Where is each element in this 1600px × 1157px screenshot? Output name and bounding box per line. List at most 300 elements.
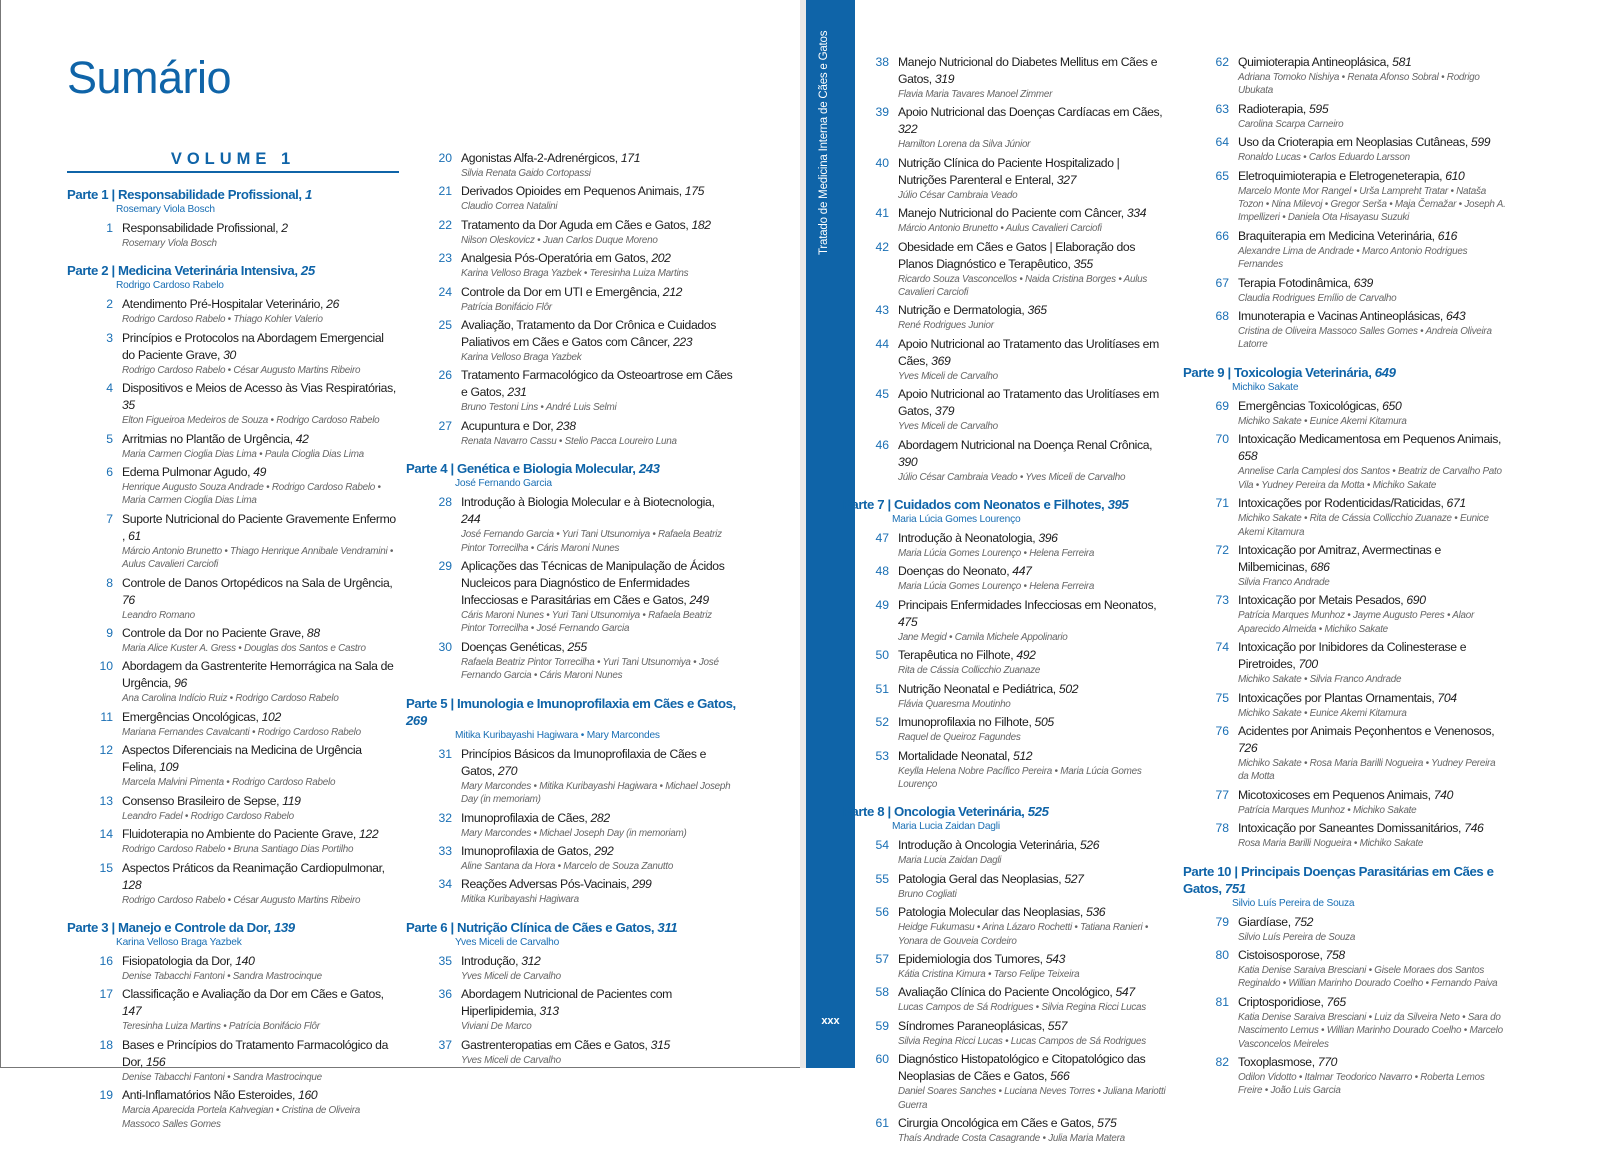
toc-chapter[interactable] bbox=[406, 250, 736, 280]
chapter-title-text: Avaliação Clínica do Paciente Oncológico, bbox=[898, 985, 1113, 1000]
part-title[interactable] bbox=[67, 186, 397, 203]
toc-chapter[interactable] bbox=[843, 681, 1168, 711]
toc-column-right-2 bbox=[1183, 51, 1508, 1110]
toc-chapter[interactable] bbox=[406, 217, 736, 247]
part-title[interactable] bbox=[406, 695, 736, 729]
chapter-number: 15 bbox=[99, 860, 113, 875]
chapter-number: 13 bbox=[99, 793, 113, 808]
chapter-number: 9 bbox=[106, 626, 113, 641]
chapter-title bbox=[1238, 787, 1508, 804]
chapter-title-text: Apoio Nutricional ao Tratamento das Urolitíases em Cães, bbox=[898, 336, 1159, 368]
chapter-title bbox=[1238, 275, 1508, 292]
chapter-authors: Karina Velloso Braga Yazbek • Teresinha Luiza Martins bbox=[461, 268, 689, 280]
chapter-title-text: Apoio Nutricional ao Tratamento das Urolitíases em Gatos, bbox=[898, 387, 1159, 419]
toc-chapter[interactable] bbox=[843, 155, 1168, 202]
part-title[interactable] bbox=[1183, 364, 1508, 381]
chapter-title bbox=[898, 336, 1168, 370]
chapter-number: 58 bbox=[875, 985, 889, 1000]
chapter-title bbox=[122, 742, 397, 776]
chapter-authors: Cáris Maroni Nunes • Yuri Tani Utsunomiya • Rafaela Beatriz Pintor Torrecilha • José Fernando Garcia bbox=[461, 610, 712, 635]
chapter-authors: Leandro Romano bbox=[122, 609, 195, 621]
chapter-authors: Adriana Tomoko Nishiya • Renata Afonso Sobral • Rodrigo Ubukata bbox=[1238, 72, 1480, 97]
toc-chapter[interactable] bbox=[1183, 1054, 1508, 1098]
chapter-title bbox=[898, 1051, 1168, 1085]
toc-chapter[interactable] bbox=[843, 837, 1168, 867]
chapter-authors: Leandro Fadel • Rodrigo Cardoso Rabelo bbox=[122, 810, 294, 822]
chapter-title-text: Abordagem da Gastrenterite Hemorrágica na Sala de Urgência, bbox=[122, 659, 394, 691]
chapter-page-number: 686 bbox=[1310, 559, 1330, 574]
chapter-page-number: 650 bbox=[1382, 398, 1402, 413]
chapter-title bbox=[461, 418, 736, 435]
chapter-authors: Aline Santana da Hora • Marcelo de Souza Zanutto bbox=[461, 860, 674, 872]
toc-chapter[interactable] bbox=[843, 302, 1168, 332]
toc-chapter[interactable] bbox=[406, 494, 736, 555]
chapter-title-text: Consenso Brasileiro de Sepse, bbox=[122, 793, 280, 808]
chapter-title bbox=[122, 511, 397, 545]
chapter-title bbox=[1238, 431, 1508, 465]
chapter-authors: Jane Megid • Camila Michele Appolinario bbox=[898, 631, 1068, 643]
toc-chapter[interactable] bbox=[67, 575, 397, 622]
toc-column-right-1 bbox=[843, 51, 1168, 1157]
toc-chapter[interactable] bbox=[843, 104, 1168, 151]
chapter-number: 40 bbox=[875, 155, 889, 170]
chapter-page-number: 312 bbox=[521, 953, 541, 968]
toc-chapter[interactable] bbox=[67, 1087, 397, 1131]
chapter-authors: Silvia Franco Andrade bbox=[1238, 576, 1330, 588]
chapter-title-text: Imunoterapia e Vacinas Antineoplásicas, bbox=[1238, 309, 1443, 324]
chapter-title-text: Fluidoterapia no Ambiente do Paciente Grave, bbox=[122, 827, 356, 842]
chapter-title-text: Principais Enfermidades Infecciosas em Neonatos, bbox=[898, 597, 1157, 612]
chapter-title bbox=[461, 150, 736, 167]
chapter-page-number: 658 bbox=[1238, 449, 1258, 464]
part-page-number: 25 bbox=[300, 263, 315, 279]
toc-chapter[interactable] bbox=[843, 205, 1168, 235]
toc-chapter[interactable] bbox=[1183, 592, 1508, 636]
toc-chapter[interactable] bbox=[843, 714, 1168, 744]
toc-column-left-1 bbox=[67, 186, 397, 1143]
toc-chapter[interactable] bbox=[406, 284, 736, 314]
chapter-page-number: 182 bbox=[691, 217, 711, 232]
part-label: Parte 9 | Toxicologia Veterinária, bbox=[1183, 364, 1372, 380]
toc-chapter[interactable] bbox=[843, 437, 1168, 484]
chapter-title bbox=[461, 876, 736, 893]
part-title[interactable] bbox=[406, 460, 736, 477]
toc-chapter[interactable] bbox=[1183, 228, 1508, 272]
toc-part bbox=[67, 186, 397, 250]
chapter-page-number: 505 bbox=[1034, 715, 1054, 730]
chapter-page-number: 327 bbox=[1056, 172, 1077, 187]
chapter-page-number: 156 bbox=[146, 1054, 166, 1069]
chapter-authors: Thaís Andrade Costa Casagrande • Julia Maria Matera bbox=[898, 1132, 1125, 1144]
toc-chapter[interactable] bbox=[1183, 787, 1508, 817]
toc-chapter[interactable] bbox=[1183, 820, 1508, 850]
chapter-number: 80 bbox=[1215, 947, 1229, 962]
chapter-authors: Silvia Regina Ricci Lucas • Lucas Campos de Sá Rodrigues bbox=[898, 1035, 1146, 1047]
chapter-page-number: 292 bbox=[594, 843, 614, 858]
chapter-page-number: 30 bbox=[223, 347, 236, 362]
chapter-title bbox=[1238, 54, 1508, 71]
toc-part bbox=[67, 919, 397, 1131]
toc-chapter[interactable] bbox=[67, 431, 397, 461]
chapter-title-text: Diagnóstico Histopatológico e Citopatológico das Neoplasias de Cães e Gatos, bbox=[898, 1052, 1146, 1084]
toc-chapter[interactable] bbox=[843, 1115, 1168, 1145]
chapter-page-number: 244 bbox=[461, 512, 481, 527]
chapter-number: 36 bbox=[438, 987, 452, 1002]
chapter-title-text: Acupuntura e Dor, bbox=[461, 418, 554, 433]
chapter-page-number: 390 bbox=[898, 454, 918, 469]
chapter-authors: Rafaela Beatriz Pintor Torrecilha • Yuri Tani Utsunomiya • José Fernando Garcia • Cáris Maroni Nunes bbox=[461, 656, 719, 682]
toc-chapter[interactable] bbox=[843, 647, 1168, 677]
chapter-page-number: 557 bbox=[1047, 1018, 1068, 1033]
toc-chapter[interactable] bbox=[67, 220, 397, 250]
chapter-title bbox=[461, 284, 736, 301]
toc-chapter[interactable] bbox=[406, 746, 736, 807]
chapter-authors: Claudio Correa Natalini bbox=[461, 201, 558, 213]
part-page-number: 1 bbox=[304, 187, 312, 202]
chapter-title-text: Terapia Fotodinâmica, bbox=[1238, 275, 1351, 290]
chapter-number: 29 bbox=[438, 559, 452, 574]
chapter-page-number: 334 bbox=[1126, 206, 1147, 221]
toc-chapter[interactable] bbox=[843, 748, 1168, 792]
toc-chapter[interactable] bbox=[67, 296, 397, 326]
toc-chapter[interactable] bbox=[406, 150, 736, 180]
chapter-number: 27 bbox=[438, 418, 452, 433]
toc-chapter[interactable] bbox=[406, 1037, 736, 1067]
chapter-authors: Flavia Maria Tavares Manoel Zimmer bbox=[898, 89, 1053, 100]
chapter-number: 81 bbox=[1215, 994, 1229, 1009]
toc-chapter[interactable] bbox=[67, 464, 397, 508]
chapter-number: 21 bbox=[438, 184, 452, 199]
toc-chapter[interactable] bbox=[406, 317, 736, 364]
chapter-authors: Bruno Testoni Lins • André Luis Selmi bbox=[461, 402, 617, 414]
toc-part bbox=[1183, 364, 1508, 851]
chapter-title bbox=[898, 681, 1168, 698]
chapter-title-text: Nutrição Clínica do Paciente Hospitalizado | Nutrições Parenteral e Enteral, bbox=[898, 155, 1120, 187]
chapter-authors: Márcio Antonio Brunetto • Thiago Henrique Annibale Vendramini • Aulus Cavalieri Carciofi bbox=[122, 545, 394, 571]
chapter-authors: Ana Carolina Indício Ruiz • Rodrigo Cardoso Rabelo bbox=[122, 693, 339, 705]
chapter-authors: Michiko Sakate • Eunice Akemi Kitamura bbox=[1238, 415, 1407, 427]
toc-chapter[interactable] bbox=[1183, 308, 1508, 352]
chapter-authors: Yves Miceli de Carvalho bbox=[461, 970, 561, 982]
toc-chapter[interactable] bbox=[843, 54, 1168, 101]
toc-chapter[interactable] bbox=[406, 986, 736, 1033]
chapter-title-text: Patologia Geral das Neoplasias, bbox=[898, 871, 1062, 886]
toc-chapter[interactable] bbox=[67, 793, 397, 823]
toc-chapter[interactable] bbox=[67, 330, 397, 377]
chapter-title-text: Uso da Crioterapia em Neoplasias Cutâneas, bbox=[1238, 135, 1468, 150]
chapter-title-text: Eletroquimioterapia e Eletrogeneterapia, bbox=[1238, 168, 1443, 183]
chapter-page-number: 527 bbox=[1064, 871, 1084, 886]
part-page-number: 243 bbox=[638, 461, 660, 477]
chapter-title-text: Reações Adversas Pós-Vacinais, bbox=[461, 877, 630, 892]
chapter-title bbox=[1238, 228, 1508, 245]
chapter-page-number: 512 bbox=[1012, 748, 1033, 763]
toc-chapter[interactable] bbox=[1183, 275, 1508, 305]
chapter-title-text: Doenças do Neonato, bbox=[898, 564, 1010, 579]
chapter-number: 31 bbox=[438, 746, 452, 761]
toc-chapter[interactable] bbox=[1183, 168, 1508, 225]
toc-chapter[interactable] bbox=[1183, 398, 1508, 428]
toc-part bbox=[406, 919, 736, 1067]
chapter-page-number: 299 bbox=[632, 877, 652, 892]
chapter-title-text: Síndromes Paraneoplásicas, bbox=[898, 1018, 1045, 1033]
chapter-title-text: Epidemiologia dos Tumores, bbox=[898, 951, 1043, 966]
toc-chapter[interactable] bbox=[67, 1037, 397, 1084]
chapter-title bbox=[122, 826, 397, 843]
part-title[interactable] bbox=[843, 803, 1168, 820]
chapter-authors: René Rodrigues Junior bbox=[898, 320, 994, 332]
toc-chapter[interactable] bbox=[67, 709, 397, 739]
chapter-page-number: 595 bbox=[1309, 101, 1329, 116]
chapter-page-number: 581 bbox=[1392, 55, 1412, 69]
chapter-title bbox=[122, 575, 397, 609]
chapter-title-text: Aspectos Diferenciais na Medicina de Urgência Felina, bbox=[122, 743, 362, 775]
chapter-title bbox=[461, 250, 736, 267]
chapter-title bbox=[898, 647, 1168, 664]
chapter-title bbox=[461, 1037, 736, 1054]
chapter-number: 70 bbox=[1215, 432, 1229, 447]
volume-heading: VOLUME 1 bbox=[67, 150, 399, 173]
chapter-title-text: Manejo Nutricional do Diabetes Mellitus em Cães e Gatos, bbox=[898, 55, 1158, 86]
toc-chapter[interactable] bbox=[843, 530, 1168, 560]
toc-chapter[interactable] bbox=[1183, 101, 1508, 131]
toc-chapter[interactable] bbox=[1183, 690, 1508, 720]
chapter-authors: Elton Figueiroa Medeiros de Souza • Rodrigo Cardoso Rabelo bbox=[122, 415, 380, 427]
chapter-title bbox=[1238, 308, 1508, 325]
chapter-number: 30 bbox=[438, 639, 452, 654]
part-page-number: 269 bbox=[406, 712, 427, 728]
toc-chapter[interactable] bbox=[406, 843, 736, 873]
chapter-title bbox=[122, 860, 397, 894]
toc-chapter[interactable] bbox=[67, 625, 397, 655]
chapter-title bbox=[122, 330, 397, 364]
chapter-title-text: Radioterapia, bbox=[1238, 101, 1306, 116]
chapter-page-number: 616 bbox=[1437, 228, 1458, 243]
toc-chapter[interactable] bbox=[67, 826, 397, 856]
toc-chapter[interactable] bbox=[843, 951, 1168, 981]
part-label: Parte 6 | Nutrição Clínica de Cães e Gatos, bbox=[406, 919, 655, 935]
chapter-title-text: Criptosporidiose, bbox=[1238, 994, 1324, 1009]
chapter-page-number: 322 bbox=[898, 122, 918, 137]
chapter-title bbox=[898, 437, 1168, 471]
chapter-number: 12 bbox=[99, 743, 113, 758]
chapter-number: 82 bbox=[1215, 1055, 1229, 1069]
chapter-title-text: Responsabilidade Profissional, bbox=[122, 221, 279, 235]
chapter-number: 71 bbox=[1215, 496, 1229, 511]
chapter-page-number: 746 bbox=[1464, 821, 1484, 836]
toc-chapter[interactable] bbox=[843, 1051, 1168, 1112]
chapter-page-number: 752 bbox=[1293, 914, 1314, 929]
chapter-number: 66 bbox=[1215, 228, 1229, 243]
toc-chapter[interactable] bbox=[1183, 134, 1508, 164]
chapter-title bbox=[1238, 690, 1508, 707]
chapter-page-number: 249 bbox=[689, 593, 709, 608]
chapter-title-text: Edema Pulmonar Agudo, bbox=[122, 465, 251, 480]
chapter-page-number: 447 bbox=[1012, 564, 1032, 579]
toc-chapter[interactable] bbox=[1183, 639, 1508, 686]
chapter-title bbox=[461, 746, 736, 780]
chapter-page-number: 96 bbox=[174, 676, 187, 691]
chapter-page-number: 643 bbox=[1446, 309, 1466, 324]
chapter-authors: Marcela Malvini Pimenta • Rodrigo Cardoso Rabelo bbox=[122, 777, 336, 789]
part-title[interactable] bbox=[843, 496, 1168, 513]
chapter-title bbox=[122, 709, 397, 726]
chapter-authors: Mary Marcondes • Michael Joseph Day (in memoriam) bbox=[461, 827, 687, 839]
chapter-number: 60 bbox=[875, 1052, 889, 1067]
toc-chapter[interactable] bbox=[1183, 994, 1508, 1051]
part-title[interactable] bbox=[1183, 863, 1508, 897]
toc-chapter[interactable] bbox=[406, 953, 736, 983]
part-title[interactable] bbox=[67, 262, 397, 279]
chapter-number: 28 bbox=[438, 495, 452, 510]
chapter-page-number: 238 bbox=[556, 418, 576, 433]
toc-chapter[interactable] bbox=[67, 742, 397, 789]
toc-chapter[interactable] bbox=[406, 876, 736, 906]
chapter-authors: Rosemary Viola Bosch bbox=[122, 238, 217, 249]
toc-chapter[interactable] bbox=[843, 239, 1168, 300]
chapter-title bbox=[122, 658, 397, 692]
toc-chapter[interactable] bbox=[843, 984, 1168, 1014]
chapter-title-text: Manejo Nutricional do Paciente com Câncer, bbox=[898, 206, 1124, 221]
chapter-number: 24 bbox=[438, 284, 452, 299]
chapter-title bbox=[898, 530, 1168, 547]
part-title[interactable] bbox=[406, 919, 736, 936]
part-title[interactable] bbox=[67, 919, 397, 936]
chapter-number: 61 bbox=[875, 1115, 889, 1130]
toc-chapter[interactable] bbox=[67, 511, 397, 572]
toc-chapter[interactable] bbox=[1183, 431, 1508, 492]
chapter-title-text: Braquiterapia em Medicina Veterinária, bbox=[1238, 228, 1435, 243]
part-editor: José Fernando Garcia bbox=[455, 478, 552, 490]
toc-chapter[interactable] bbox=[843, 563, 1168, 593]
chapter-page-number: 2 bbox=[281, 221, 288, 235]
chapter-authors: Michiko Sakate • Rita de Cássia Collicchio Zuanaze • Eunice Akemi Kitamura bbox=[1238, 513, 1489, 538]
toc-chapter[interactable] bbox=[843, 871, 1168, 901]
chapter-number: 32 bbox=[438, 810, 452, 825]
toc-chapter[interactable] bbox=[67, 953, 397, 983]
chapter-number: 54 bbox=[875, 838, 889, 853]
chapter-title-text: Nutrição Neonatal e Pediátrica, bbox=[898, 681, 1056, 696]
chapter-authors: Mariana Fernandes Cavalcanti • Rodrigo Cardoso Rabelo bbox=[122, 726, 361, 738]
chapter-title bbox=[461, 810, 736, 827]
chapter-title-text: Introdução, bbox=[461, 953, 519, 968]
toc-chapter[interactable] bbox=[406, 367, 736, 414]
chapter-title bbox=[1238, 914, 1508, 931]
toc-chapter[interactable] bbox=[843, 597, 1168, 644]
chapter-number: 52 bbox=[875, 715, 889, 730]
toc-chapter[interactable] bbox=[1183, 542, 1508, 589]
chapter-authors: Patrícia Marques Munhoz • Michiko Sakate bbox=[1238, 804, 1417, 816]
chapter-authors: Yves Miceli de Carvalho bbox=[461, 1054, 561, 1066]
chapter-authors: Heidge Fukumasu • Arina Lázaro Rochetti • Tatiana Ranieri • Yonara de Gouveia Cordeiro bbox=[898, 922, 1149, 947]
chapter-title bbox=[122, 793, 397, 810]
chapter-authors: Júlio César Cambraia Veado bbox=[898, 189, 1018, 201]
chapter-title bbox=[461, 843, 736, 860]
chapter-authors: Alexandre Lima de Andrade • Marco Antonio Rodrigues Fernandes bbox=[1238, 245, 1468, 271]
toc-chapter[interactable] bbox=[843, 336, 1168, 383]
chapter-page-number: 175 bbox=[684, 184, 705, 199]
toc-chapter[interactable] bbox=[406, 558, 736, 636]
chapter-page-number: 76 bbox=[122, 592, 135, 607]
page-title: Sumário bbox=[67, 52, 232, 103]
chapter-page-number: 147 bbox=[122, 1004, 142, 1019]
chapter-authors: Denise Tabacchi Fantoni • Sandra Mastrocinque bbox=[122, 1071, 322, 1083]
chapter-title bbox=[1238, 639, 1508, 673]
chapter-title-text: Giardíase, bbox=[1238, 914, 1291, 929]
chapter-number: 3 bbox=[106, 330, 113, 345]
chapter-title bbox=[122, 986, 397, 1020]
chapter-title-text: Intoxicações por Rodenticidas/Raticidas, bbox=[1238, 496, 1444, 511]
toc-chapter[interactable] bbox=[843, 386, 1168, 433]
part-label: Parte 1 | Responsabilidade Profissional, bbox=[67, 187, 302, 202]
chapter-title bbox=[461, 558, 736, 609]
chapter-number: 73 bbox=[1215, 593, 1229, 608]
toc-chapter[interactable] bbox=[67, 860, 397, 907]
chapter-title-text: Tratamento Farmacológico da Osteoartrose em Cães e Gatos, bbox=[461, 368, 733, 400]
chapter-number: 79 bbox=[1215, 914, 1229, 929]
chapter-title bbox=[1238, 101, 1508, 118]
toc-chapter[interactable] bbox=[1183, 947, 1508, 991]
chapter-title bbox=[1238, 134, 1508, 151]
chapter-title bbox=[1238, 994, 1508, 1011]
chapter-number: 16 bbox=[99, 953, 113, 968]
toc-chapter[interactable] bbox=[843, 1018, 1168, 1048]
part-editor: Michiko Sakate bbox=[1232, 381, 1299, 393]
toc-chapter[interactable] bbox=[1183, 495, 1508, 539]
toc-chapter[interactable] bbox=[406, 418, 736, 448]
chapter-number: 48 bbox=[875, 564, 889, 579]
chapter-title bbox=[122, 296, 397, 313]
chapter-number: 35 bbox=[438, 953, 452, 968]
toc-part bbox=[406, 460, 736, 682]
chapter-title-text: Princípios e Protocolos na Abordagem Emergencial do Paciente Grave, bbox=[122, 330, 384, 362]
chapter-title bbox=[1238, 398, 1508, 415]
chapter-title bbox=[461, 639, 736, 656]
chapter-title-text: Nutrição e Dermatologia, bbox=[898, 303, 1025, 318]
chapter-page-number: 319 bbox=[934, 72, 955, 86]
toc-part bbox=[67, 262, 397, 907]
chapter-title bbox=[122, 1087, 397, 1104]
chapter-title bbox=[898, 714, 1168, 731]
toc-chapter[interactable] bbox=[1183, 54, 1508, 98]
toc-chapter[interactable] bbox=[406, 810, 736, 840]
chapter-title-text: Introdução à Neonatologia, bbox=[898, 531, 1036, 546]
chapter-page-number: 212 bbox=[662, 284, 683, 299]
toc-chapter[interactable] bbox=[843, 904, 1168, 948]
chapter-title bbox=[898, 597, 1168, 631]
toc-chapter[interactable] bbox=[1183, 723, 1508, 784]
part-editor: Mitika Kuribayashi Hagiwara • Mary Marcondes bbox=[455, 729, 660, 741]
toc-chapter[interactable] bbox=[406, 183, 736, 213]
toc-chapter[interactable] bbox=[67, 380, 397, 427]
chapter-title bbox=[898, 239, 1168, 273]
chapter-number: 39 bbox=[875, 105, 889, 120]
chapter-authors: Michiko Sakate • Eunice Akemi Kitamura bbox=[1238, 707, 1407, 719]
toc-chapter[interactable] bbox=[67, 986, 397, 1033]
left-page bbox=[0, 0, 800, 1130]
chapter-number: 45 bbox=[875, 387, 889, 402]
chapter-authors: Mary Marcondes • Mitika Kuribayashi Hagiwara • Michael Joseph Day (in memoriam) bbox=[461, 780, 731, 806]
chapter-page-number: 396 bbox=[1038, 531, 1058, 546]
toc-chapter[interactable] bbox=[1183, 914, 1508, 944]
toc-chapter[interactable] bbox=[67, 658, 397, 705]
toc-chapter[interactable] bbox=[406, 639, 736, 683]
chapter-number: 55 bbox=[875, 871, 889, 886]
chapter-title bbox=[1238, 947, 1508, 964]
chapter-title bbox=[461, 494, 736, 528]
chapter-number: 20 bbox=[438, 151, 452, 165]
chapter-authors: Silvia Renata Gaido Cortopassi bbox=[461, 168, 591, 179]
